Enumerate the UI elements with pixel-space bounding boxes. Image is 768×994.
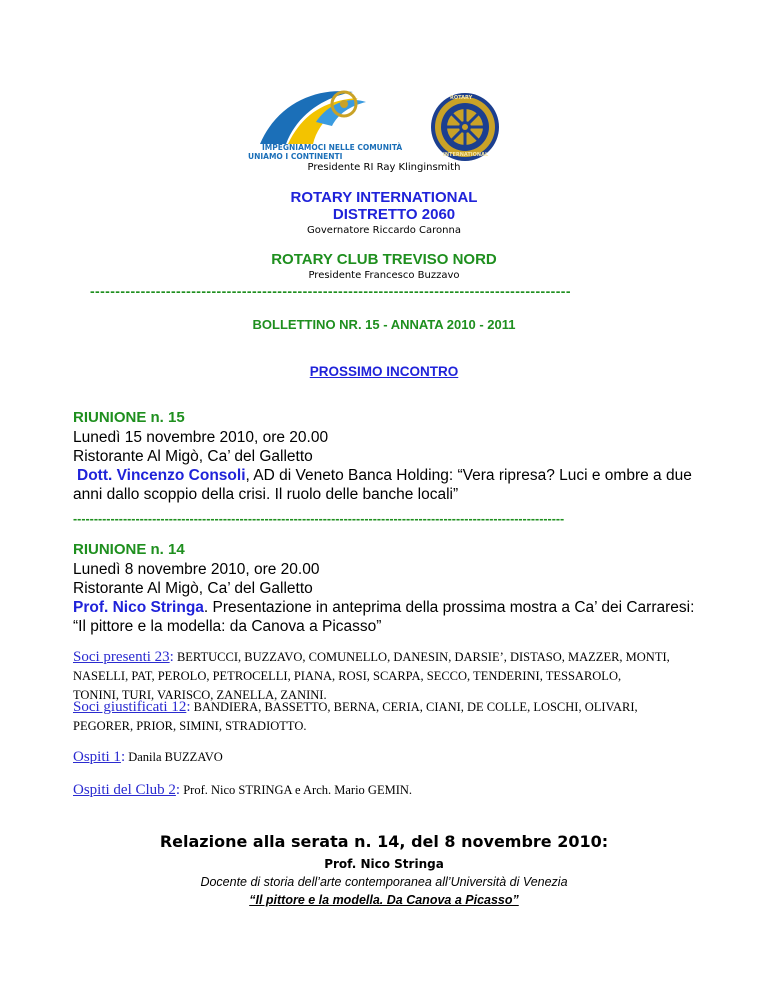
meeting-14-date: Lunedì 8 novembre 2010, ore 20.00 <box>73 561 320 578</box>
divider-1: ----------------------------------------------------------------------------------------------- <box>90 283 571 299</box>
meeting-14-description-1: . Presentazione in anteprima della prossima mostra a Ca’ dei Carraresi: <box>203 599 695 616</box>
club-guests-text: Prof. Nico STRINGA e Arch. Mario GEMIN. <box>183 783 413 797</box>
present-members-line3: TONINI, TURI, VARISCO, ZANELLA, ZANINI. <box>73 688 327 702</box>
justified-members: Soci giustificati 12: BANDIERA, BASSETTO, BERNA, CERIA, CIANI, DE COLLE, LOSCHI, OLIVARI, PEGORER, PRIOR, SIMINI, STRADIOTTO. <box>73 698 695 736</box>
meeting-14-speaker-line <box>73 598 694 617</box>
report-title: Relazione alla serata n. 14, del 8 novembre 2010: <box>159 832 609 851</box>
report-role: Docente di storia dell’arte contemporanea all’Università di Venezia <box>200 875 568 889</box>
meeting-15-speaker: Dott. Vincenzo Consoli <box>77 467 246 484</box>
bulletin-title: BOLLETTINO NR. 15 - ANNATA 2010 - 2011 <box>252 317 516 332</box>
meeting-15-place: Ristorante Al Migò, Ca’ del Galletto <box>73 448 313 465</box>
divider-2: ---------------------------------------------------------------------------------------------------------------------- <box>73 512 565 526</box>
meeting-14-speaker: Prof. Nico Stringa <box>73 599 204 616</box>
report-speaker: Prof. Nico Stringa <box>324 857 444 871</box>
meeting-15-heading: RIUNIONE n. 15 <box>73 409 185 426</box>
ri-president: Presidente RI Ray Klinginsmith <box>307 162 461 173</box>
guests: Ospiti 1: Danila BUZZAVO <box>73 749 223 765</box>
present-members-line2: NASELLI, PAT, PEROLO, PETROCELLI, PIANA, ROSI, SCARPA, SECCO, TENDERINI, TESSAROLO, <box>73 669 622 683</box>
justified-members-line1: BANDIERA, BASSETTO, BERNA, CERIA, CIANI, DE COLLE, LOSCHI, OLIVARI, <box>193 700 638 714</box>
meeting-15-description-1: , AD di Veneto Banca Holding: “Vera ripresa? Luci e ombre a due <box>245 467 692 484</box>
guests-label: Ospiti 1 <box>73 749 121 765</box>
report-talk-title: “Il pittore e la modella. Da Canova a Picasso” <box>249 893 519 907</box>
org-title-2: DISTRETTO 2060 <box>332 206 456 223</box>
org-title-1: ROTARY INTERNATIONAL <box>290 189 478 206</box>
club-guests-label: Ospiti del Club 2 <box>73 782 176 798</box>
justified-members-line2: PEGORER, PRIOR, SIMINI, STRADIOTTO. <box>73 719 307 733</box>
seal-text-top: ROTARY <box>450 95 473 101</box>
meeting-15-description-2: anni dallo scoppio della crisi. Il ruolo delle banche locali” <box>73 486 459 503</box>
governor: Governatore Riccardo Caronna <box>307 225 461 236</box>
meeting-14-description-2: “Il pittore e la modella: da Canova a Picasso” <box>73 618 382 635</box>
meeting-15-speaker-line <box>77 466 692 485</box>
justified-members-label: Soci giustificati 12 <box>73 699 187 715</box>
club-name: ROTARY CLUB TREVISO NORD <box>271 251 497 268</box>
club-guests: Ospiti del Club 2: Prof. Nico STRINGA e Arch. Mario GEMIN. <box>73 782 413 798</box>
meeting-15-date: Lunedì 15 novembre 2010, ore 20.00 <box>73 429 329 446</box>
meeting-14-heading: RIUNIONE n. 14 <box>73 541 185 558</box>
seal-text-bottom: INTERNATIONAL <box>443 152 489 158</box>
present-members: Soci presenti 23: BERTUCCI, BUZZAVO, COMUNELLO, DANESIN, DARSIE’, DISTASO, MAZZER, MONTI, NASELLI, PAT, PEROLO, PETROCELLI, PIANA, ROSI, SCARPA, SECCO, TENDERINI, TESSAROLO, TONINI, TURI, VARISCO, ZANELLA, ZANINI. <box>73 648 695 705</box>
guests-text: Danila BUZZAVO <box>128 750 223 764</box>
meeting-14-place: Ristorante Al Migò, Ca’ del Galletto <box>73 580 313 597</box>
present-members-label: Soci presenti 23 <box>73 649 170 665</box>
logo-text-line2: UNIAMO I CONTINENTI <box>248 152 343 161</box>
club-president: Presidente Francesco Buzzavo <box>308 270 460 281</box>
next-meeting-label: PROSSIMO INCONTRO <box>309 364 459 379</box>
present-members-line1: BERTUCCI, BUZZAVO, COMUNELLO, DANESIN, DARSIE’, DISTASO, MAZZER, MONTI, <box>176 650 670 664</box>
logo-text-line1: IMPEGNIAMOCI NELLE COMUNITÀ <box>262 143 403 152</box>
